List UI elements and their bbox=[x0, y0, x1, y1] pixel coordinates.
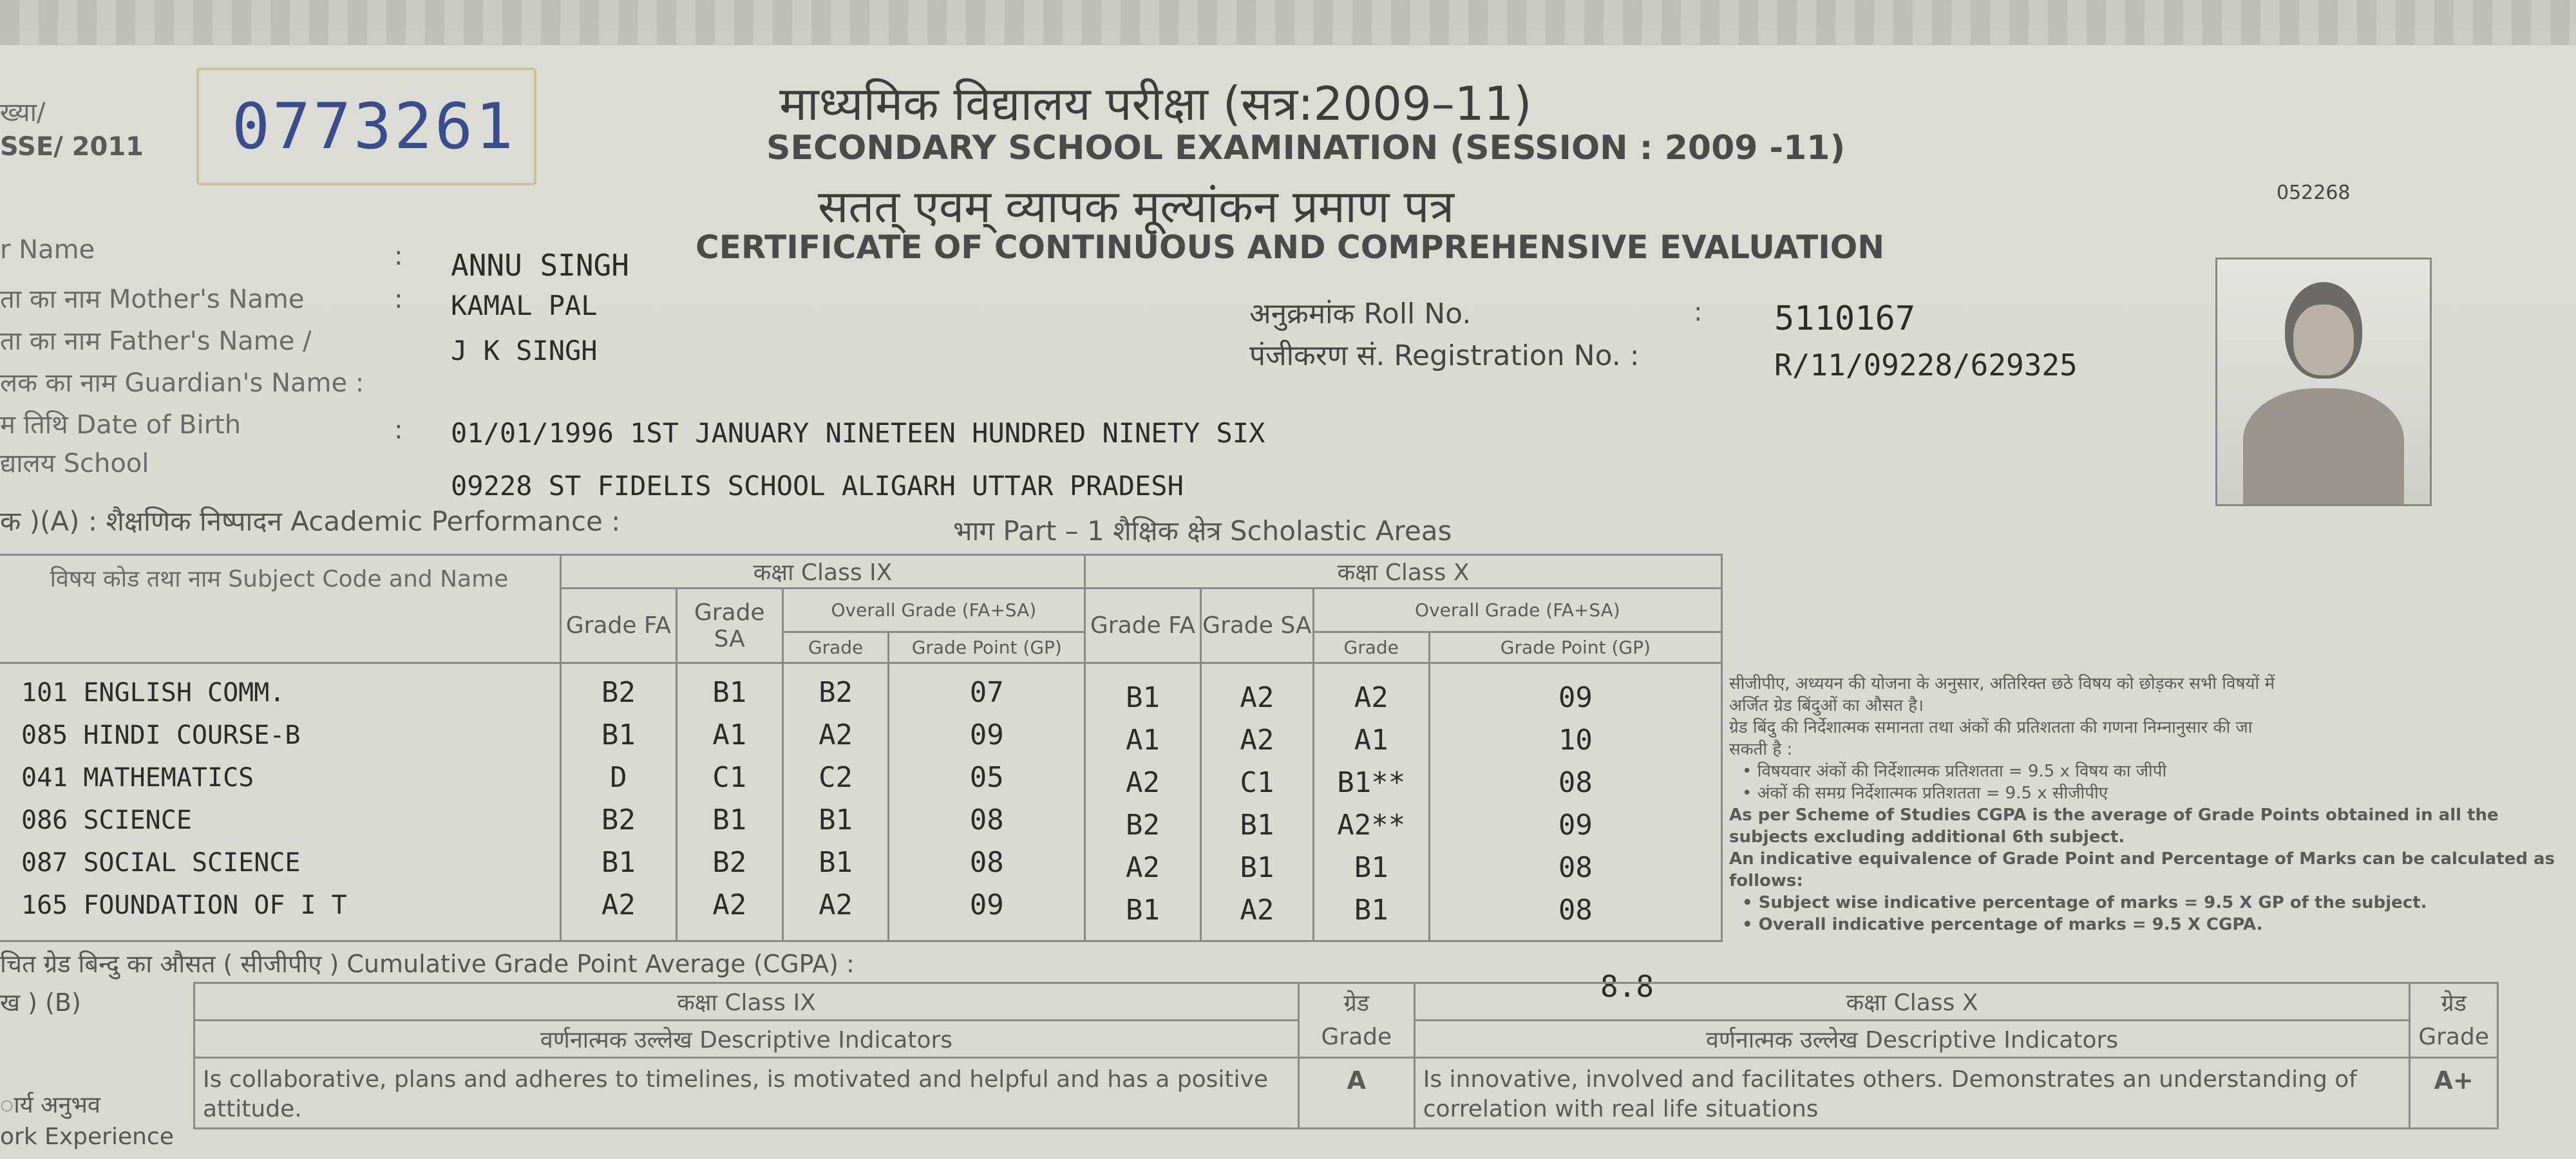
colon: : bbox=[394, 241, 403, 271]
grade-point-header: Grade Point (GP) bbox=[1429, 632, 1721, 663]
registration-label: पंजीकरण सं. Registration No. : bbox=[1249, 339, 1640, 372]
note-line: • Overall indicative percentage of marks = 9.5 X CGPA. bbox=[1742, 915, 2263, 934]
overall10-grade-column bbox=[1313, 663, 1429, 941]
grade-cell: C1 bbox=[712, 761, 747, 794]
father-name: J K SINGH bbox=[451, 335, 598, 366]
note-line: सीजीपीए, अध्ययन की योजना के अनुसार, अतिरिक्त छठे विषय को छोड़कर सभी विषयों में bbox=[1729, 674, 2275, 693]
grade-cell: A2 bbox=[1354, 681, 1388, 714]
grade-cell: A2 bbox=[1126, 851, 1160, 884]
colon: : bbox=[1694, 297, 1703, 327]
fa10-column bbox=[1085, 663, 1201, 941]
registration-number: R/11/09228/629325 bbox=[1774, 348, 2078, 382]
grade-point-cell: 09 bbox=[1558, 809, 1593, 842]
grade-fa-header: Grade FA bbox=[1085, 589, 1201, 663]
grade-point-cell: 08 bbox=[1558, 894, 1593, 927]
subject-name: 041 MATHEMATICS bbox=[21, 763, 254, 793]
overall-grade-header: Overall Grade (FA+SA) bbox=[782, 589, 1084, 632]
colon: : bbox=[394, 285, 403, 314]
grade-cell: B1** bbox=[1337, 766, 1406, 799]
grade-cell: B2 bbox=[819, 676, 853, 709]
note-line: • विषयवार अंकों की निर्देशात्मक प्रतिशतता = 9.5 x विषय का जीपी bbox=[1742, 762, 2167, 781]
subject-name: 085 HINDI COURSE-B bbox=[21, 721, 301, 750]
grade-cell: B1 bbox=[1126, 681, 1160, 714]
desc-grade-header bbox=[2410, 983, 2498, 1058]
grade-cell: A2 bbox=[601, 889, 636, 921]
guardian-label: लक का नाम Guardian's Name : bbox=[0, 368, 365, 398]
grade-cell: A2 bbox=[819, 719, 853, 751]
work-experience-label-hindi: ार्य अनुभव bbox=[0, 1092, 100, 1118]
note-line: follows: bbox=[1729, 871, 1803, 890]
work-experience-label: ork Experience bbox=[0, 1124, 174, 1150]
grade-cell: B1 bbox=[1126, 894, 1160, 927]
grade-cell: D bbox=[610, 761, 627, 794]
certificate-code: 052268 bbox=[2277, 182, 2351, 204]
desc-class9-header: कक्षा Class IX bbox=[194, 983, 1299, 1021]
grade-header: Grade bbox=[782, 632, 889, 663]
subject-name: 101 ENGLISH COMM. bbox=[21, 678, 285, 708]
grade-cell: B2 bbox=[601, 804, 636, 836]
grade-cell: A1 bbox=[1354, 724, 1388, 757]
grade-cell: B1 bbox=[601, 719, 636, 751]
grade-cell: B2 bbox=[601, 676, 636, 709]
grade-cell: B2 bbox=[1126, 809, 1160, 842]
class9-header: कक्षा Class IX bbox=[560, 555, 1084, 589]
grade-cell: A2 bbox=[1240, 681, 1274, 714]
desc-class10-header: कक्षा Class X bbox=[1414, 983, 2410, 1021]
mother-label: ता का नाम Mother's Name bbox=[0, 285, 305, 314]
name-label: r Name bbox=[0, 235, 95, 265]
grade-cell: A2 bbox=[1126, 766, 1160, 799]
grade-point-cell: 09 bbox=[969, 889, 1004, 921]
grade-cell: A2** bbox=[1337, 809, 1406, 842]
grade-cell: B1 bbox=[712, 676, 747, 709]
grade-point-cell: 09 bbox=[969, 719, 1004, 751]
grade-cell: B1 bbox=[819, 804, 853, 836]
roll-label: अनुक्रमांक Roll No. bbox=[1249, 297, 1472, 330]
school-name: 09228 ST FIDELIS SCHOOL ALIGARH UTTAR PRADESH bbox=[451, 470, 1184, 502]
grade-fa-header: Grade FA bbox=[560, 589, 676, 663]
grade-point-cell: 08 bbox=[969, 846, 1004, 879]
colon: : bbox=[394, 415, 403, 445]
note-line: • Subject wise indicative percentage of marks = 9.5 X GP of the subject. bbox=[1742, 893, 2427, 912]
subtitle-english: CERTIFICATE OF CONTINUOUS AND COMPREHENSIVE EVALUATION bbox=[696, 229, 1885, 266]
note-line: subjects excluding additional 6th subject. bbox=[1729, 827, 2125, 847]
fa9-column bbox=[560, 663, 676, 941]
title-hindi: माध्यमिक विद्यालय परीक्षा (सत्र:2009–11) bbox=[779, 77, 1532, 131]
grade-point-cell: 07 bbox=[969, 676, 1004, 709]
title-english: SECONDARY SCHOOL EXAMINATION (SESSION : 2009 -11) bbox=[766, 129, 1846, 167]
grade-header: Grade bbox=[1313, 632, 1429, 663]
work-experience-class9: Is collaborative, plans and adheres to timelines, is motivated and helpful and has a positive attitude. bbox=[194, 1058, 1299, 1129]
grade-cell: B1 bbox=[1240, 809, 1274, 842]
note-line: ग्रेड बिंदु की निर्देशात्मक समानता तथा अंकों की प्रतिशतता की गणना निम्नानुसार की जा bbox=[1729, 718, 2253, 737]
serial-label-top: ख्या/ bbox=[0, 98, 46, 127]
subject-name: 086 SCIENCE bbox=[21, 806, 192, 835]
desc-indicators-header: वर्णनात्मक उल्लेख Descriptive Indicators bbox=[1414, 1021, 2410, 1058]
mother-name: KAMAL PAL bbox=[451, 290, 598, 321]
gp10-column bbox=[1429, 663, 1721, 941]
grade-cell: C2 bbox=[819, 761, 853, 794]
subtitle-hindi: सतत् एवम् व्यापक मूल्यांकन प्रमाण पत्र bbox=[818, 180, 1455, 233]
note-line: An indicative equivalence of Grade Point and Percentage of Marks can be calculated as bbox=[1729, 849, 2555, 869]
grade-point-cell: 09 bbox=[1558, 681, 1593, 714]
date-of-birth: 01/01/1996 1ST JANUARY NINETEEN HUNDRED NINETY SIX bbox=[451, 417, 1265, 449]
work-experience-grade-9: A bbox=[1298, 1058, 1414, 1129]
work-experience-grade-10: A+ bbox=[2410, 1058, 2498, 1129]
grades-body bbox=[0, 663, 1722, 941]
subject-name: 087 SOCIAL SCIENCE bbox=[21, 848, 301, 878]
grade-cell: B1 bbox=[1354, 851, 1388, 884]
photo-face bbox=[2293, 305, 2354, 375]
school-label: द्यालय School bbox=[0, 449, 149, 478]
sa9-column bbox=[676, 663, 782, 941]
grade-cell: A2 bbox=[1240, 724, 1274, 757]
grade-sa-header: Grade SA bbox=[676, 589, 782, 663]
desc-grade-header bbox=[1298, 983, 1414, 1058]
academic-performance-label: क )(A) : शैक्षणिक निष्पादन Academic Performance : bbox=[0, 505, 621, 537]
grade-cell: B2 bbox=[712, 846, 747, 879]
grade-hindi: ग्रेड bbox=[1343, 990, 1370, 1017]
descriptive-section-label: ख ) (B) bbox=[0, 988, 81, 1017]
desc-indicators-header: वर्णनात्मक उल्लेख Descriptive Indicators bbox=[194, 1021, 1299, 1058]
note-line: • अंकों की समग्र निर्देशात्मक प्रतिशतता = 9.5 x सीजीपीए bbox=[1742, 784, 2108, 803]
cgpa-notes bbox=[1729, 673, 2555, 936]
grade-point-cell: 10 bbox=[1558, 724, 1593, 757]
grade-cell: B1 bbox=[712, 804, 747, 836]
subject-name: 165 FOUNDATION OF I T bbox=[21, 890, 347, 920]
class10-header: कक्षा Class X bbox=[1085, 555, 1722, 589]
note-line: अर्जित ग्रेड बिंदुओं का औसत है। bbox=[1729, 696, 1924, 715]
cgpa-value: 8.8 bbox=[1600, 969, 1654, 1004]
overall9-grade-column bbox=[782, 663, 889, 941]
grade-english: Grade bbox=[1321, 1023, 1392, 1050]
overall-grade-header: Overall Grade (FA+SA) bbox=[1313, 589, 1721, 632]
grade-point-cell: 08 bbox=[1558, 766, 1593, 799]
student-name: ANNU SINGH bbox=[451, 248, 629, 283]
subject-column bbox=[0, 663, 560, 941]
serial-label-bottom: SSE/ 2011 bbox=[0, 132, 144, 162]
note-line: सकती है : bbox=[1729, 740, 1793, 759]
grade-point-cell: 05 bbox=[969, 761, 1004, 794]
roll-number: 5110167 bbox=[1774, 299, 1916, 338]
grade-cell: B1 bbox=[601, 846, 636, 879]
grade-cell: B1 bbox=[1240, 851, 1274, 884]
note-line: As per Scheme of Studies CGPA is the average of Grade Points obtained in all the bbox=[1729, 806, 2499, 825]
grade-cell: A1 bbox=[712, 719, 747, 751]
grade-point-header: Grade Point (GP) bbox=[889, 632, 1085, 663]
gp9-column bbox=[889, 663, 1085, 941]
student-photo bbox=[2215, 258, 2432, 506]
grade-cell: A2 bbox=[819, 889, 853, 921]
cgpa-label: चित ग्रेड बिन्दु का औसत ( सीजीपीए ) Cumulative Grade Point Average (CGPA) : bbox=[0, 950, 855, 978]
serial-number: 0773261 bbox=[232, 90, 516, 164]
grade-cell: A1 bbox=[1126, 724, 1160, 757]
grade-english: Grade bbox=[2418, 1023, 2489, 1050]
grade-cell: A2 bbox=[712, 889, 747, 921]
photo-body bbox=[2243, 388, 2404, 504]
grade-hindi: ग्रेड bbox=[2441, 990, 2467, 1017]
father-label: ता का नाम Father's Name / bbox=[0, 326, 312, 356]
grade-cell: B1 bbox=[1354, 894, 1388, 927]
grade-cell: B1 bbox=[819, 846, 853, 879]
scholastic-part-label: भाग Part – 1 शैक्षिक क्षेत्र Scholastic Areas bbox=[953, 515, 1452, 547]
work-experience-class10: Is innovative, involved and facilitates others. Demonstrates an understanding of correlation with real life situations bbox=[1414, 1058, 2410, 1129]
grade-point-cell: 08 bbox=[1558, 851, 1593, 884]
grade-cell: A2 bbox=[1240, 894, 1274, 927]
grade-sa-header: Grade SA bbox=[1200, 589, 1313, 663]
top-edge-band bbox=[0, 0, 2576, 45]
grade-point-cell: 08 bbox=[969, 804, 1004, 836]
descriptive-indicators-table bbox=[193, 982, 2499, 1129]
grade-cell: C1 bbox=[1240, 766, 1274, 799]
dob-label: म तिथि Date of Birth bbox=[0, 410, 242, 440]
subject-header: विषय कोड तथा नाम Subject Code and Name bbox=[0, 555, 560, 663]
sa10-column bbox=[1200, 663, 1313, 941]
marks-table bbox=[0, 554, 1723, 942]
